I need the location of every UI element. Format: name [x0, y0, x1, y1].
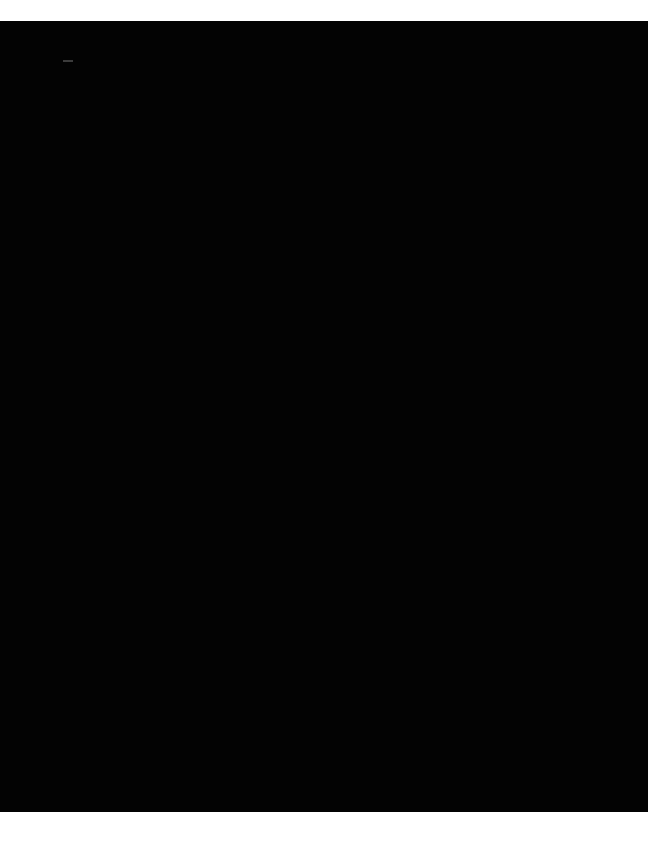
score-background — [0, 21, 648, 812]
rehearsal-mark — [63, 60, 73, 62]
tempo-line — [63, 60, 94, 62]
